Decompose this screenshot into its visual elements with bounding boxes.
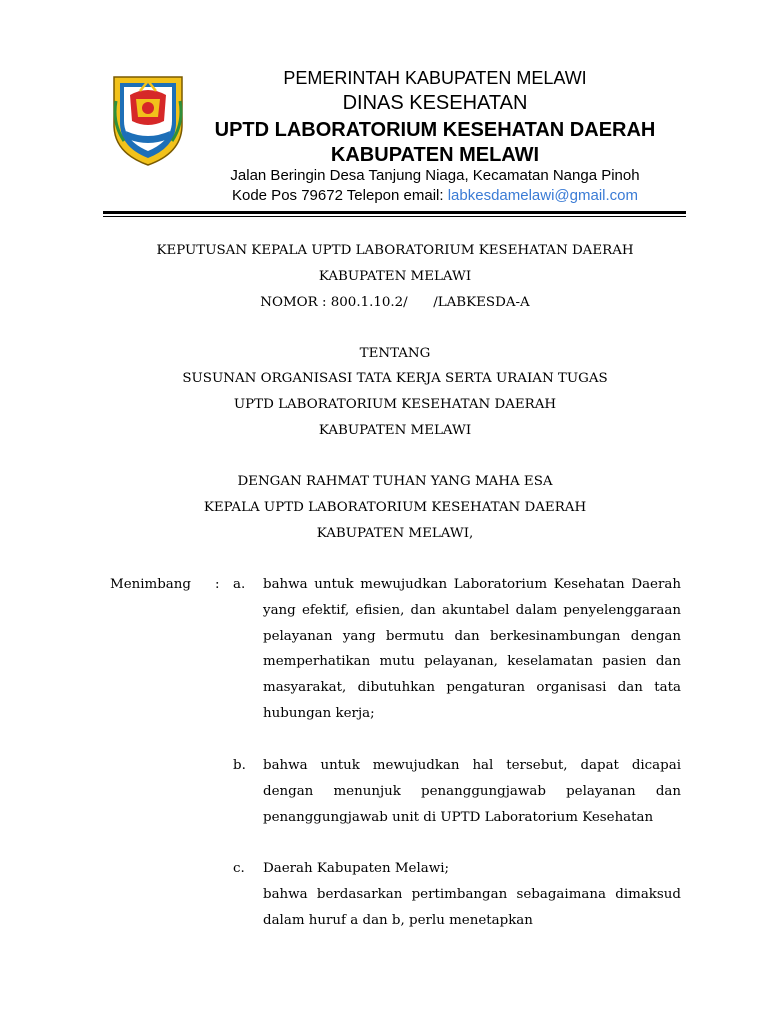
invocation-line3: KABUPATEN MELAWI, <box>316 526 474 541</box>
decree-title-line2: KABUPATEN MELAWI <box>318 269 472 284</box>
menimbang-colon: : <box>215 577 220 592</box>
continuation-text: bahwa berdasarkan pertimbangan sebagaimana dimaksud dalam huruf a dan b, perlu menetapkan <box>263 887 681 928</box>
item-letter-b: b. <box>233 758 246 773</box>
letterhead-contact <box>205 186 665 206</box>
decree-subject-line2: UPTD LABORATORIUM KESEHATAN DAERAH <box>233 397 557 412</box>
invocation-line2: KEPALA UPTD LABORATORIUM KESEHATAN DAERAH <box>203 500 587 515</box>
letterhead-agency: DINAS KESEHATAN <box>342 92 528 114</box>
item-letter-c: c. <box>233 861 245 876</box>
decree-title-line1: KEPUTUSAN KEPALA UPTD LABORATORIUM KESEHATAN DAERAH <box>156 243 634 258</box>
item-text-a: bahwa untuk mewujudkan Laboratorium Kesehatan Daerah yang efektif, efisien, dan akuntabel dalam penyelenggaraan pelayanan yang bermutu dan berkesinambungan dengan memperhatikan mutu pelayanan, keselamatan pasien dan masyarakat, dibutuhkan pengaturan organisasi dan tata hubungan kerja; <box>263 577 681 721</box>
item-letter-a: a. <box>233 577 246 592</box>
letterhead-government: PEMERINTAH KABUPATEN MELAWI <box>283 68 587 88</box>
contact-prefix: Kode Pos 79672 Telepon email: <box>231 187 448 204</box>
decree-number: NOMOR : 800.1.10.2/ /LABKESDA-A <box>260 295 530 310</box>
letterhead-divider-thin <box>103 216 686 217</box>
letterhead-address: Jalan Beringin Desa Tanjung Niaga, Kecamatan Nanga Pinoh <box>230 167 640 184</box>
decree-subject-line3: KABUPATEN MELAWI <box>318 423 472 438</box>
item-text-c: Daerah Kabupaten Melawi; <box>263 861 449 876</box>
letterhead-regency: KABUPATEN MELAWI <box>330 144 540 166</box>
decree-subject-line1: SUSUNAN ORGANISASI TATA KERJA SERTA URAIAN TUGAS <box>182 371 608 386</box>
letterhead-divider-thick <box>103 211 686 214</box>
invocation-line1: DENGAN RAHMAT TUHAN YANG MAHA ESA <box>237 474 553 489</box>
decree-about: TENTANG <box>359 346 431 361</box>
item-text-b: bahwa untuk mewujudkan hal tersebut, dapat dicapai dengan menunjuk penanggungjawab pelayanan dan penanggungjawab unit di UPTD Laboratorium Kesehatan <box>263 758 681 825</box>
email-link[interactable]: labkesdamelawi@gmail.com <box>447 187 639 204</box>
menimbang-label: Menimbang <box>110 577 191 592</box>
regency-emblem-logo <box>110 71 186 167</box>
letterhead-unit: UPTD LABORATORIUM KESEHATAN DAERAH <box>214 119 656 141</box>
